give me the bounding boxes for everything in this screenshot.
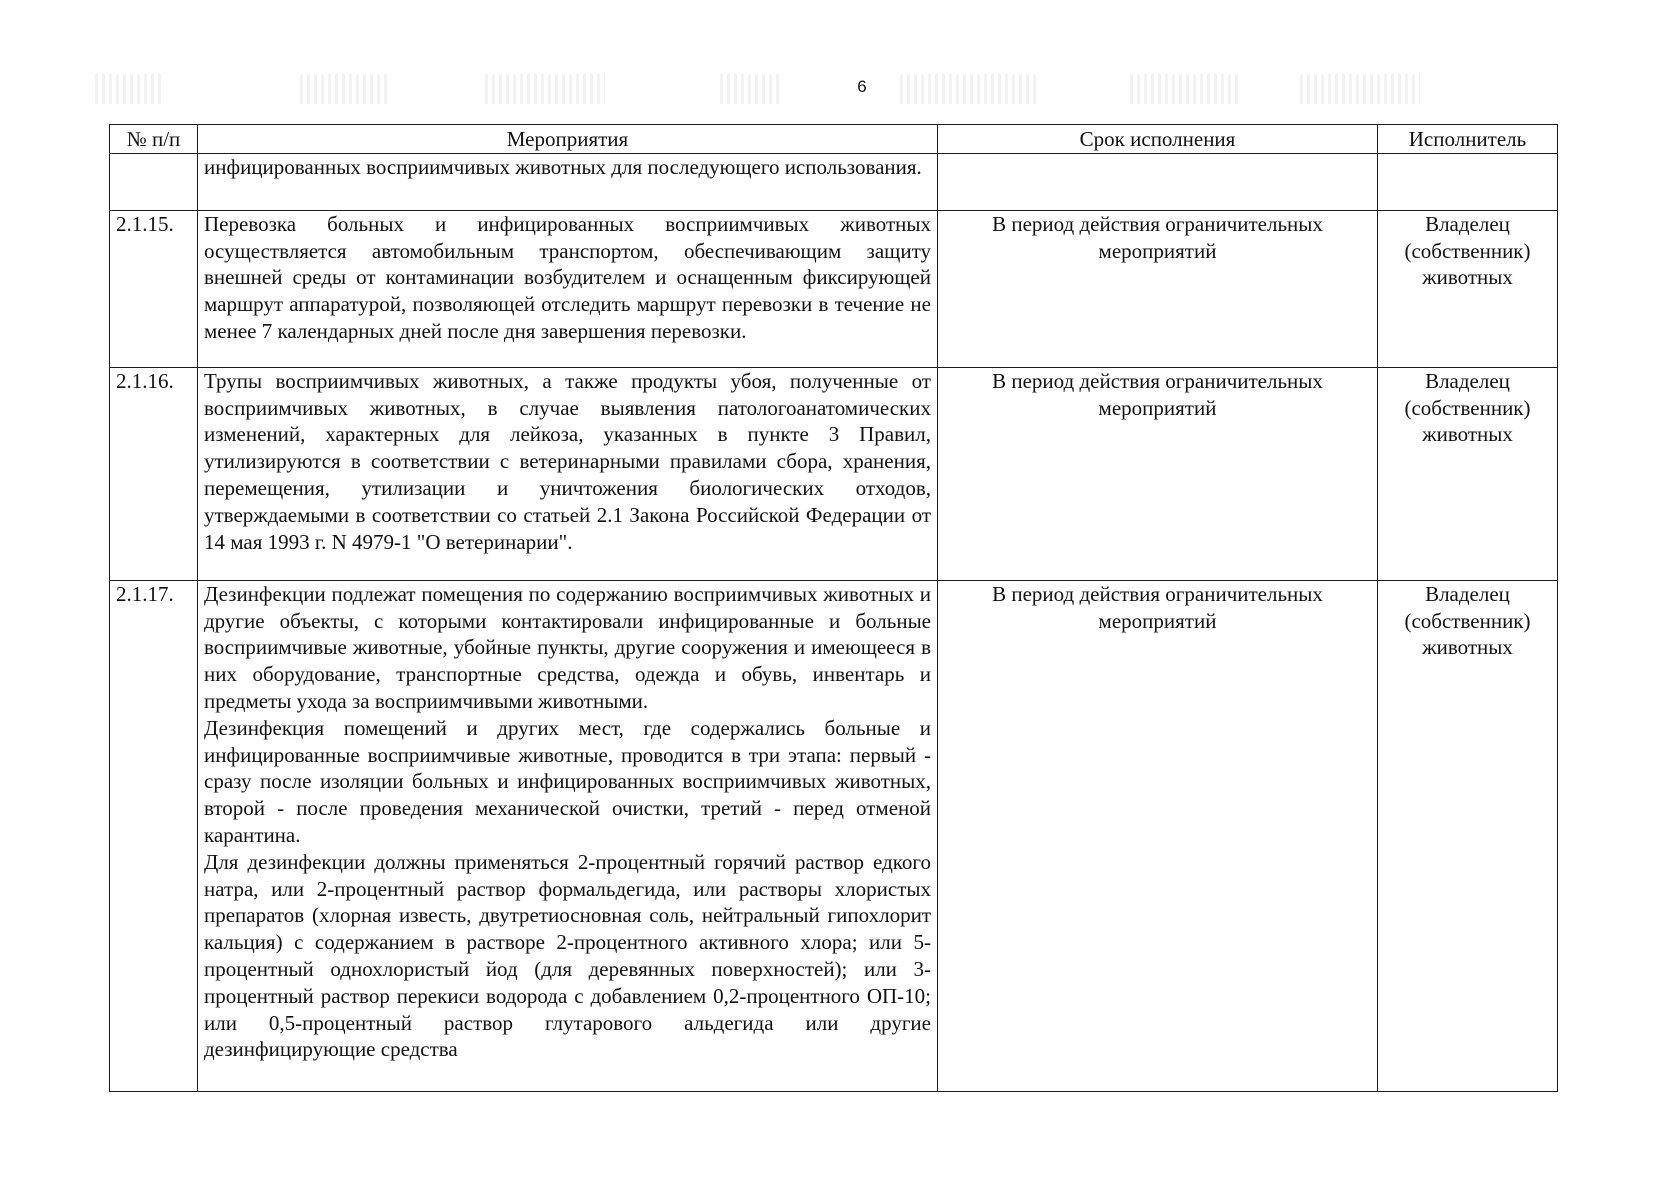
header-num: № п/п: [110, 125, 198, 154]
cell-executor: [1378, 153, 1558, 210]
table-row: [110, 580, 1558, 1091]
cell-executor: Владелец (собственник) животных: [1378, 210, 1558, 367]
cell-term: В период действия ограничительных мероприятий: [938, 210, 1378, 367]
cell-num: 2.1.17.: [110, 580, 198, 1091]
cell-num: 2.1.15.: [110, 210, 198, 367]
cell-executor: Владелец (собственник) животных: [1378, 367, 1558, 580]
activity-text: инфицированных восприимчивых животных для последующего использования.: [204, 154, 922, 179]
activity-text: Для дезинфекции должны применяться 2-процентный горячий раствор едкого натра, или 2-процентный раствор формальдегида, или растворы хлористых препаратов (хлорная известь, двутретиосновная соль, нейтральный гипохлорит кальция) с содержанием в растворе 2-процентного активного хлора; или 5-процентный однохлористый йод (для деревянных поверхностей); или 3-процентный раствор перекиси водорода с добавлением 0,2-процентного ОП-10; или 0,5-процентный раствор глутарового альдегида или другие дезинфицирующие средства: [204, 849, 931, 1062]
page-number: 6: [857, 77, 867, 96]
activity-text: Трупы восприимчивых животных, а также продукты убоя, полученные от восприимчивых животных, в случае выявления патологоанатомических изменений, характерных для лейкоза, указанных в пункте 3 Правил, утилизируются в соответствии с ветеринарными правилами сбора, хранения, перемещения, утилизации и уничтожения биологических отходов, утверждаемыми в соответствии со статьей 2.1 Закона Российской Федерации от 14 мая 1993 г. N 4979-1 "О ветеринарии".: [204, 368, 931, 554]
cell-num: [110, 153, 198, 210]
cell-activity: [198, 580, 938, 1091]
activity-text: Дезинфекция помещений и других мест, где содержались больные и инфицированные восприимчивые животные, проводится в три этапа: первый - сразу после изоляции больных и инфицированных восприимчивых животных, второй - после проведения механической очистки, третий - перед отменой карантина.: [204, 715, 931, 847]
table-header-row: [110, 125, 1558, 154]
cell-activity: [198, 367, 938, 580]
cell-executor: Владелец (собственник) животных: [1378, 580, 1558, 1091]
table-row: [110, 210, 1558, 367]
cell-num: 2.1.16.: [110, 367, 198, 580]
header-term: Срок исполнения: [938, 125, 1378, 154]
activity-text: Перевозка больных и инфицированных восприимчивых животных осуществляется автомобильным транспортом, обеспечивающим защиту внешней среды от контаминации возбудителем и оснащенным фиксирующей маршрут аппаратурой, позволяющей отследить маршрут перевозки в течение не менее 7 календарных дней после дня завершения перевозки.: [204, 211, 931, 343]
cell-term: [938, 153, 1378, 210]
header-activities: Мероприятия: [198, 125, 938, 154]
cell-term: В период действия ограничительных мероприятий: [938, 580, 1378, 1091]
measures-table: [109, 124, 1558, 1092]
cell-term: В период действия ограничительных мероприятий: [938, 367, 1378, 580]
header-executor: Исполнитель: [1378, 125, 1558, 154]
table-row: [110, 367, 1558, 580]
cell-activity: [198, 210, 938, 367]
activity-text: Дезинфекции подлежат помещения по содержанию восприимчивых животных и другие объекты, с которыми контактировали инфицированные и больные восприимчивые животные, убойные пункты, другие сооружения и имеющееся в них оборудование, транспортные средства, одежда и обувь, инвентарь и предметы ухода за восприимчивыми животными.: [204, 581, 931, 713]
cell-activity: [198, 153, 938, 210]
table-row-continued: [110, 153, 1558, 210]
